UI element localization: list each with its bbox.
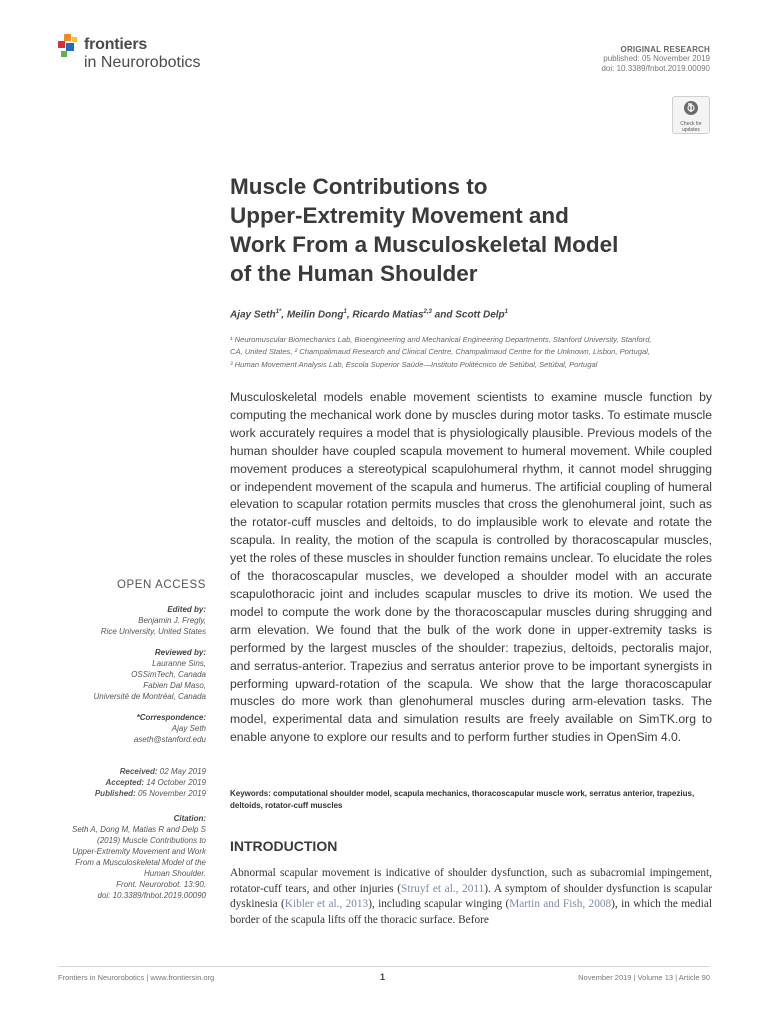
badge-text-2: updates bbox=[682, 127, 700, 133]
introduction-paragraph bbox=[230, 866, 712, 928]
citation-line: Upper-Extremity Movement and Work bbox=[72, 847, 206, 856]
author-name[interactable]: Scott Delp bbox=[455, 309, 505, 321]
reviewer-affiliation: Université de Montréal, Canada bbox=[93, 692, 206, 701]
published-date: published: 05 November 2019 bbox=[603, 54, 710, 63]
footer-divider bbox=[58, 966, 710, 967]
page-number: 1 bbox=[380, 972, 386, 982]
accepted-row bbox=[58, 777, 206, 788]
reviewer-name: Fabien Dal Maso, bbox=[143, 681, 206, 690]
editor-affiliation: Rice University, United States bbox=[100, 627, 206, 636]
article-type: ORIGINAL RESEARCH bbox=[620, 45, 710, 54]
keywords-label: Keywords: bbox=[230, 789, 271, 798]
correspondence-email[interactable]: aseth@stanford.edu bbox=[133, 735, 206, 744]
check-updates-icon bbox=[683, 100, 699, 116]
author-name[interactable]: Ajay Seth bbox=[230, 309, 276, 321]
intro-text: Abnormal scapular movement is indicative of shoulder dysfunction, such as subacromial impingement, rotator-cuff tears, and other injuries ( bbox=[230, 867, 712, 895]
reviewer-affiliation: OSSimTech, Canada bbox=[131, 670, 206, 679]
citation-link[interactable]: Struyf et al., 2011 bbox=[401, 882, 485, 895]
correspondence-label: *Correspondence: bbox=[136, 713, 206, 722]
author-separator: , bbox=[281, 309, 287, 321]
editor-name: Benjamin J. Fregly, bbox=[138, 616, 206, 625]
author-name[interactable]: Meilin Dong bbox=[286, 309, 344, 321]
author-name[interactable]: Ricardo Matias bbox=[352, 309, 424, 321]
citation-line: Seth A, Dong M, Matias R and Delp S bbox=[72, 825, 206, 834]
title-line: Upper-Extremity Movement and bbox=[230, 203, 569, 228]
accepted-label: Accepted: bbox=[105, 778, 145, 787]
check-for-updates-button[interactable] bbox=[672, 96, 710, 134]
footer-issue: November 2019 | Volume 13 | Article 90 bbox=[578, 973, 710, 982]
journal-brand: frontiers bbox=[84, 36, 148, 53]
published-date-sidebar: 05 November 2019 bbox=[135, 789, 206, 798]
affiliation-line: ³ Human Movement Analysis Lab, Escola Superior Saúde—Instituto Politécnico de Setúbal, Setúbal, Portugal bbox=[230, 359, 598, 369]
published-label: Published: bbox=[94, 789, 136, 798]
doi-header[interactable]: doi: 10.3389/fnbot.2019.00090 bbox=[601, 64, 710, 73]
citation-line: Front. Neurorobot. 13:90. bbox=[116, 880, 206, 889]
author-affil-sup: 1 bbox=[343, 309, 347, 315]
title-line: Muscle Contributions to bbox=[230, 174, 488, 199]
article-title bbox=[230, 172, 730, 288]
keywords bbox=[230, 788, 712, 812]
citation-link[interactable]: Kibler et al., 2013 bbox=[284, 898, 369, 911]
correspondence-name: Ajay Seth bbox=[171, 724, 206, 733]
section-heading-introduction: INTRODUCTION bbox=[230, 838, 338, 854]
citation-doi[interactable]: doi: 10.3389/fnbot.2019.00090 bbox=[97, 891, 206, 900]
title-line: of the Human Shoulder bbox=[230, 261, 478, 286]
received-label: Received: bbox=[119, 767, 158, 776]
received-row bbox=[58, 766, 206, 777]
journal-name: in Neurorobotics bbox=[84, 54, 201, 71]
citation-line: Human Shoulder. bbox=[144, 869, 206, 878]
citation-link[interactable]: Martin and Fish, 2008 bbox=[509, 898, 612, 911]
article-meta bbox=[601, 45, 710, 74]
affiliation-line: CA, United States, ² Champalimaud Research and Clinical Centre, Champalimaud Centre for the Unknown, Lisbon, Portugal, bbox=[230, 347, 650, 357]
reviewer-name: Lauranne Sins, bbox=[152, 659, 206, 668]
intro-text: ), in which the medial border of the scapula lifts off the thoracic surface. Before bbox=[230, 898, 713, 926]
citation-line: From a Musculoskeletal Model of the bbox=[75, 858, 206, 867]
author-and: and bbox=[431, 309, 456, 321]
citation-label: Citation: bbox=[173, 814, 206, 823]
footer-journal[interactable]: Frontiers in Neurorobotics | www.frontiersin.org bbox=[58, 973, 215, 982]
abstract: Musculoskeletal models enable movement scientists to examine muscle function by computing the mechanical work done by muscles during motor tasks. To estimate muscle work accurately requires a model that is physiologically plausible. Previous models of the human shoulder have coupled scapula movement to humeral movement. While coupled movement produces a stereotypical scapulohumeral rhythm, it cannot model shrugging or independent movement of the scapula and humerus. The artificial coupling of humeral elevation to scapular rotation permits muscles that cross the glenohumeral joint, such as the rotator-cuff muscles and deltoids, to do implausible work to elevate and rotate the scapula. In reality, the motion of the scapula is controlled by thoracoscapular muscles, yet the roles of these muscles in shoulder function remains unclear. To elucidate the roles of the thoracoscapular muscles, we developed a shoulder model with an accurate scapulothoracic joint and includes scapular muscles to drive its motion. We used the model to compute the work done by the thoracoscapular muscles during shrugging and arm elevation. We found that the bulk of the work done in upper-extremity tasks is performed by the largest muscles of the shoulder: trapezius, deltoids, pectoralis major, and serratus-anterior. Trapezius and serratus anterior prove to be important synergists in performing upward-rotation of the scapula. We show that the large thoracoscapular muscles do more work than glenohumeral muscles during arm-elevation tasks. The model, experimental data and simulation results are freely available on SimTK.org to enable anyone to explore our results and to perform further studies in OpenSim 4.0. bbox=[230, 390, 712, 745]
article-sidebar bbox=[58, 580, 206, 901]
author-affil-sup: 1* bbox=[275, 309, 282, 315]
journal-logo[interactable] bbox=[58, 34, 228, 78]
author-list bbox=[230, 309, 508, 320]
citation-line: (2019) Muscle Contributions to bbox=[97, 836, 206, 845]
received-date: 02 May 2019 bbox=[157, 767, 206, 776]
accepted-date: 14 October 2019 bbox=[144, 778, 206, 787]
intro-text: ), including scapular winging ( bbox=[368, 898, 510, 911]
affiliations bbox=[230, 334, 712, 371]
frontiers-logo-icon bbox=[58, 34, 80, 60]
badge-text-1: Check for bbox=[680, 121, 702, 127]
open-access-label: OPEN ACCESS bbox=[116, 579, 206, 591]
title-line: Work From a Musculoskeletal Model bbox=[230, 232, 619, 257]
edited-by-label: Edited by: bbox=[167, 605, 206, 614]
affiliation-line: ¹ Neuromuscular Biomechanics Lab, Bioengineering and Mechanical Engineering Departments, Stanford University, Stanford, bbox=[230, 335, 652, 344]
intro-text: ). A symptom of shoulder dysfunction is scapular dyskinesia ( bbox=[230, 882, 712, 911]
published-row bbox=[58, 788, 206, 799]
author-affil-sup: 2,3 bbox=[423, 309, 432, 315]
author-affil-sup: 1 bbox=[504, 309, 509, 315]
reviewed-by-label: Reviewed by: bbox=[154, 648, 206, 657]
keywords-text: computational shoulder model, scapula mechanics, thoracoscapular muscle work, serratus anterior, trapezius, deltoids, rotator-cuff muscles bbox=[230, 789, 695, 810]
author-separator: , bbox=[346, 309, 353, 321]
